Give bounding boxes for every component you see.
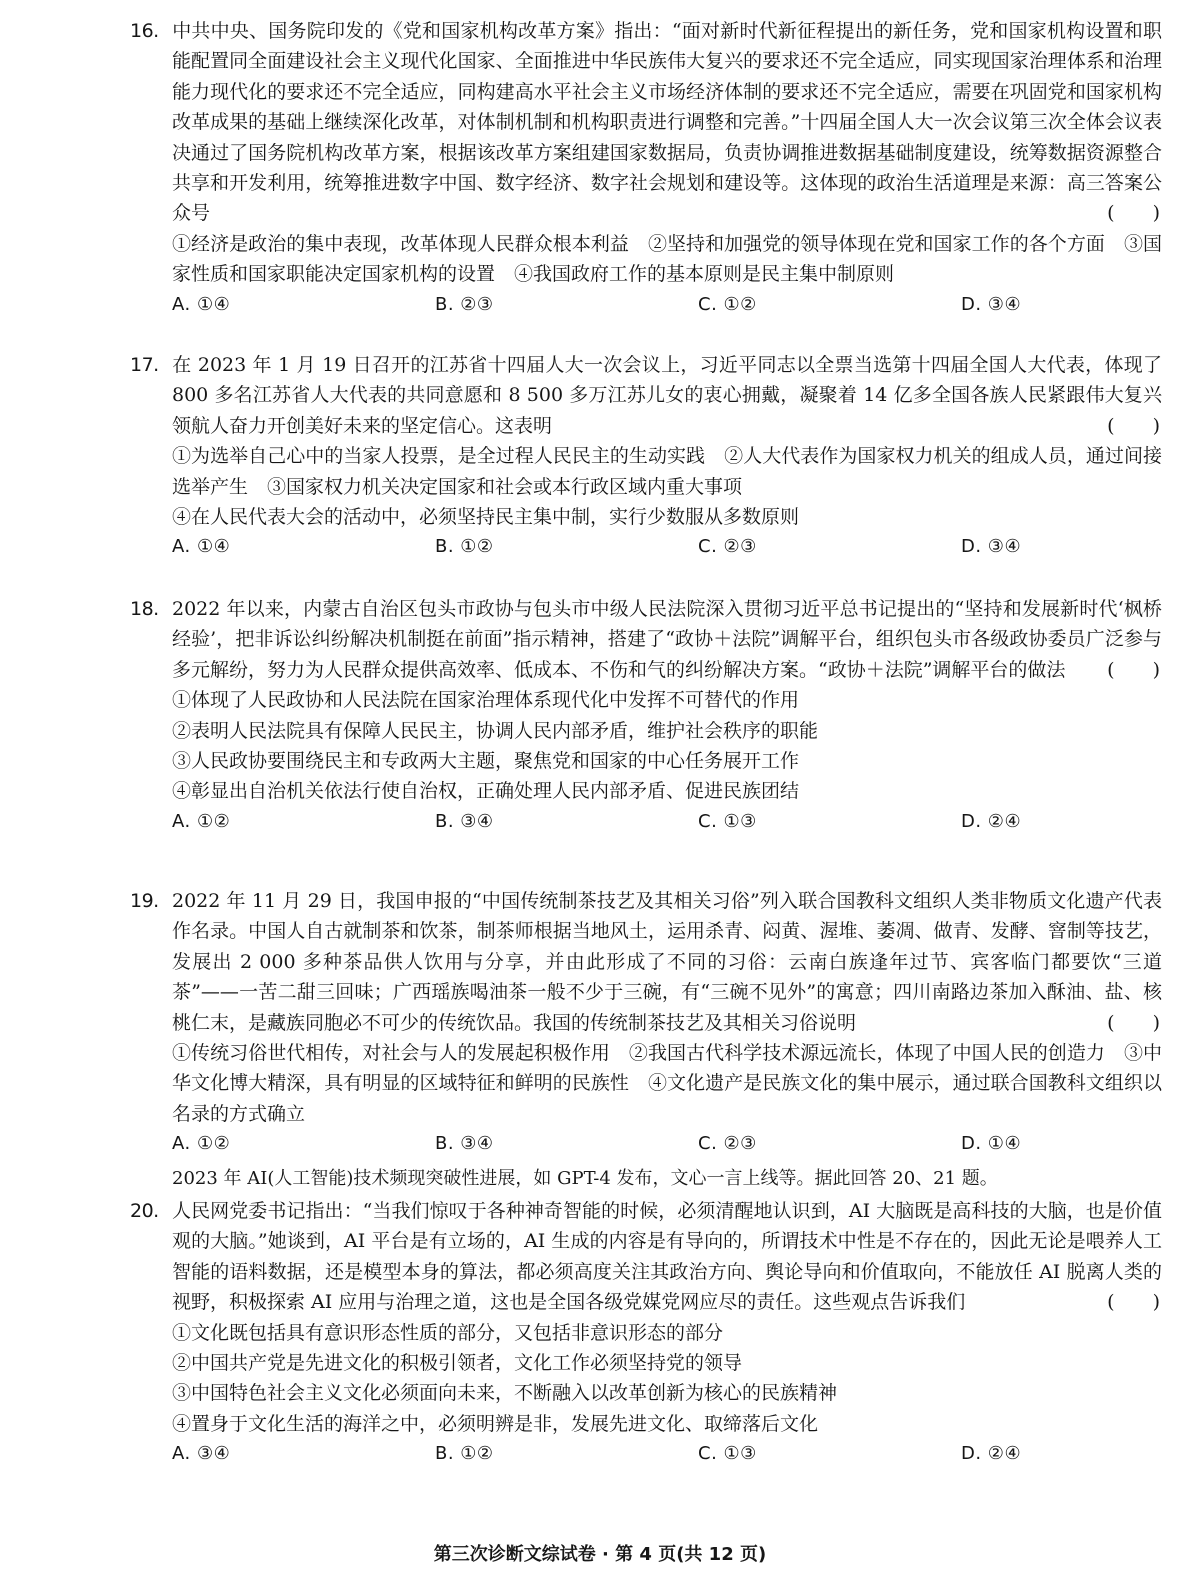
choice-a: A. ①② (172, 1133, 231, 1155)
choice-c: C. ②③ (698, 536, 757, 558)
answer-bracket: ( ) (1107, 1011, 1160, 1034)
question-18-option-3: ③人民政协要围绕民主和专政两大主题，聚焦党和国家的中心任务展开工作 (172, 750, 800, 773)
choice-d: D. ③④ (961, 536, 1022, 558)
question-number: 20. (130, 1200, 159, 1222)
choice-b: B. ③④ (435, 810, 494, 832)
choice-a: A. ①④ (172, 536, 231, 558)
answer-bracket: ( ) (1107, 1291, 1160, 1314)
question-20 (130, 1196, 1162, 1470)
question-17-stem: 17. 在 2023 年 1 月 19 日召开的江苏省十四届人大一次会议上，习近平同志以全票当选第十四届全国人大代表，体现了 800 多名江苏省人大代表的共同意愿和 8 500 多万江苏儿女的衷心拥戴，凝聚着 14 亿多全国各族人民紧跟伟大复兴领航人奋力开创美好未来的坚定信心。这表明 ( ) (130, 350, 1162, 441)
question-number: 17. (130, 354, 159, 376)
question-20-option-3: ③中国特色社会主义文化必须面向未来，不断融入以改革创新为核心的民族精神 (172, 1382, 838, 1405)
question-20-option-2: ②中国共产党是先进文化的积极引领者，文化工作必须坚持党的领导 (172, 1352, 743, 1375)
question-20-choices (130, 1439, 1162, 1469)
choice-c: C. ①③ (698, 1443, 757, 1465)
question-20-option-1: ①文化既包括具有意识形态性质的部分，又包括非意识形态的部分 (172, 1321, 724, 1344)
question-16-stem: 16. 中共中央、国务院印发的《党和国家机构改革方案》指出：“面对新时代新征程提出的新任务，党和国家机构设置和职能配置同全面建设社会主义现代化国家、全面推进中华民族伟大复兴的要求还不完全适应，同实现国家治理体系和治理能力现代化的要求还不完全适应，同构建高水平社会主义市场经济体制的要求还不完全适应，需要在巩固党和国家机构改革成果的基础上继续深化改革，对体制机制和机构职责进行调整和完善。”十四届全国人大一次会议第三次全体会议表决通过了国务院机构改革方案，根据该改革方案组建国家数据局，负责协调推进数据基础制度建设，统筹数据资源整合共享和开发利用，统筹推进数字中国、数字经济、数字社会规划和建设等。这体现的政治生活道理是来源：高三答案公众号 ( ) (130, 16, 1162, 229)
choice-b: B. ②③ (435, 293, 494, 315)
question-20-stem: 20. 人民网党委书记指出：“当我们惊叹于各种神奇智能的时候，必须清醒地认识到，AI 大脑既是高科技的大脑，也是价值观的大脑。”她谈到，AI 平台是有立场的，AI 生成的内容是有导向的，所谓技术中性是不存在的，因此无论是喂养人工智能的语料数据，还是模型本身的算法，都必须高度关注其政治方向、舆论导向和价值取向，不能放任 AI 脱离人类的视野，积极探索 AI 应用与治理之道，这也是全国各级党媒党网应尽的责任。这些观点告诉我们 ( ) (130, 1196, 1162, 1318)
question-number: 19. (130, 890, 159, 912)
question-17-options: ①为选举自己心中的当家人投票，是全过程人民民主的生动实践 ②人大代表作为国家权力机关的组成人员，通过间接选举产生 ③国家权力机关决定国家和社会或本行政区域内重大事项 (172, 445, 1162, 498)
choice-a: A. ①② (172, 810, 231, 832)
question-19-options: ①传统习俗世代相传，对社会与人的发展起积极作用 ②我国古代科学技术源远流长，体现了中国人民的创造力 ③中华文化博大精深，具有明显的区域特征和鲜明的民族性 ④文化遗产是民族文化的集中展示，通过联合国教科文组织以名录的方式确立 (172, 1042, 1162, 1125)
section-lead-text: 2023 年 AI(人工智能)技术频现突破性进展，如 GPT-4 发布，文心一言上线等。据此回答 20、21 题。 (172, 1168, 998, 1189)
choice-a: A. ①④ (172, 293, 231, 315)
choice-c: C. ①③ (698, 810, 757, 832)
choice-d: D. ③④ (961, 293, 1022, 315)
question-17 (130, 350, 1162, 563)
question-18-option-4: ④彰显出自治机关依法行使自治权，正确处理人民内部矛盾、促进民族团结 (172, 780, 800, 803)
choice-d: D. ②④ (961, 810, 1022, 832)
answer-bracket: ( ) (1107, 658, 1160, 681)
choice-b: B. ③④ (435, 1133, 494, 1155)
choice-b: B. ①② (435, 536, 494, 558)
choice-b: B. ①② (435, 1443, 494, 1465)
answer-bracket: ( ) (1107, 414, 1160, 437)
question-19 (130, 886, 1162, 1160)
question-18-stem: 18. 2022 年以来，内蒙古自治区包头市政协与包头市中级人民法院深入贯彻习近平总书记提出的“坚持和发展新时代‘枫桥经验’，把非诉讼纠纷解决机制挺在前面”指示精神，搭建了“政协＋法院”调解平台，组织包头市各级政协委员广泛参与多元解纷，努力为人民群众提供高效率、低成本、不伤和气的纠纷解决方案。“政协＋法院”调解平台的做法 ( ) (130, 594, 1162, 685)
question-16 (130, 16, 1162, 320)
question-18-option-1: ①体现了人民政协和人民法院在国家治理体系现代化中发挥不可替代的作用 (172, 689, 800, 712)
choice-c: C. ②③ (698, 1133, 757, 1155)
choice-a: A. ③④ (172, 1443, 231, 1465)
question-number: 16. (130, 20, 159, 42)
choice-c: C. ①② (698, 293, 757, 315)
page-footer: 第三次诊断文综试卷 · 第 4 页(共 12 页) (433, 1544, 767, 1565)
question-19-choices (130, 1129, 1162, 1159)
question-18 (130, 594, 1162, 837)
question-20-option-4: ④置身于文化生活的海洋之中，必须明辨是非，发展先进文化、取缔落后文化 (172, 1412, 819, 1435)
answer-bracket: ( ) (1107, 202, 1160, 225)
question-19-stem: 19. 2022 年 11 月 29 日，我国申报的“中国传统制茶技艺及其相关习俗”列入联合国教科文组织人类非物质文化遗产代表作名录。中国人自古就制茶和饮茶，制茶师根据当地风土，运用杀青、闷黄、渥堆、萎凋、做青、发酵、窨制等技艺，发展出 2 000 多种茶品供人饮用与分享，并由此形成了不同的习俗：云南白族逢年过节、宾客临门都要饮“三道茶”——一苦二甜三回味；广西瑶族喝油茶一般不少于三碗，有“三碗不见外”的寓意；四川南路边茶加入酥油、盐、核桃仁末，是藏族同胞必不可少的传统饮品。我国的传统制茶技艺及其相关习俗说明 ( ) (130, 886, 1162, 1038)
question-number: 18. (130, 598, 159, 620)
choice-d: D. ②④ (961, 1443, 1022, 1465)
question-17-choices (130, 532, 1162, 562)
question-18-choices (130, 807, 1162, 837)
question-16-options: ①经济是政治的集中表现，改革体现人民群众根本利益 ②坚持和加强党的领导体现在党和国家工作的各个方面 ③国家性质和国家职能决定国家机构的设置 ④我国政府工作的基本原则是民主集中制原则 (172, 232, 1162, 286)
choice-d: D. ①④ (961, 1133, 1022, 1155)
question-16-choices (130, 290, 1162, 320)
question-18-option-2: ②表明人民法院具有保障人民民主，协调人民内部矛盾，维护社会秩序的职能 (172, 719, 819, 742)
question-17-option-4: ④在人民代表大会的活动中，必须坚持民主集中制，实行少数服从多数原则 (172, 506, 800, 529)
